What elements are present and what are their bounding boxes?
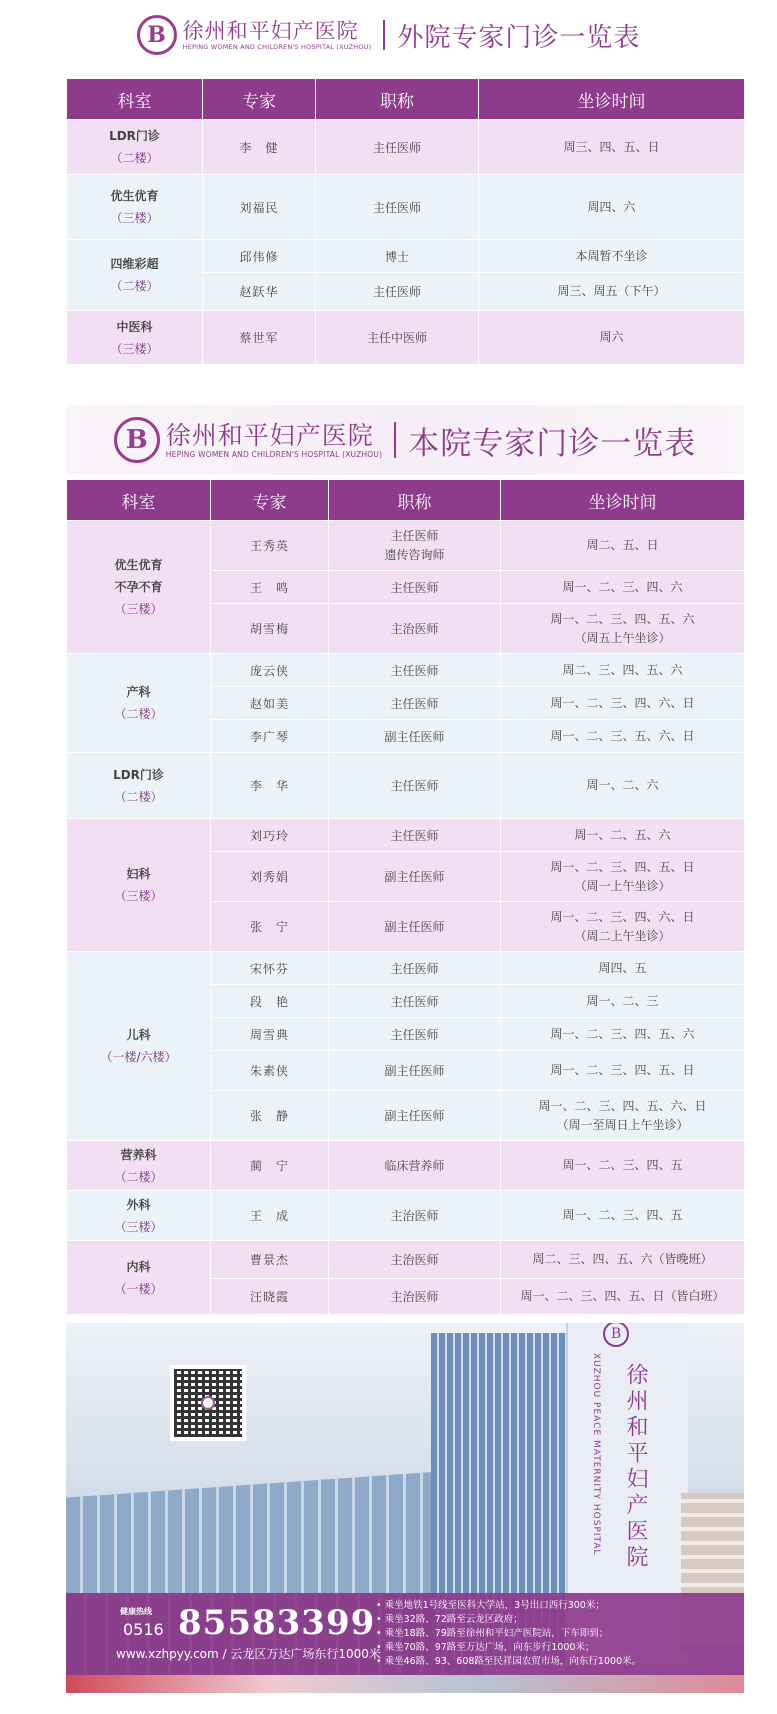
dept-floor: （一楼）: [114, 1281, 163, 1296]
hotline-label: 健康热线: [120, 1607, 152, 1616]
clinic-time: 周一、二、三、四、五、日（皆白班）: [501, 1279, 745, 1315]
doctor-name: 刘秀娟: [211, 852, 329, 902]
doctor-name: 刘福民: [203, 175, 316, 240]
clinic-time: 本周暂不坐诊: [479, 240, 745, 273]
dept-name: 优生优育: [114, 558, 163, 572]
clinic-time: 周一、二、三、四、五: [501, 1191, 745, 1241]
clinic-time: 周二、三、四、五、六: [501, 654, 745, 687]
doctor-name: 王 鸣: [211, 571, 329, 604]
doctor-title: 主任医师: [316, 175, 479, 240]
qr-code-pattern: [174, 1369, 242, 1437]
title-line-1: 主任医师: [390, 528, 439, 543]
dept-cell: [67, 311, 203, 365]
title-line-2: 遗传咨询师: [384, 547, 445, 562]
clinic-time: 周一、二、三: [501, 985, 745, 1018]
tower-logo-icon: B: [603, 1323, 629, 1347]
dept-name: 外科: [126, 1197, 151, 1212]
transit-routes: [376, 1599, 641, 1669]
time-line-1: 周一、二、三、四、五、日: [550, 859, 695, 874]
doctor-title: 副主任医师: [329, 902, 501, 952]
dept-cell: [67, 1141, 211, 1191]
clinic-time: 周一、二、三、四、五: [501, 1141, 745, 1191]
dept-floor: （三楼）: [114, 889, 163, 903]
doctor-title: 主治医师: [329, 1241, 501, 1279]
dept-name: 优生优育: [110, 189, 159, 203]
table-row: [67, 819, 745, 852]
col-header-time: 坐诊时间: [501, 480, 745, 521]
clinic-time: 周四、六: [479, 175, 745, 240]
title-divider: [383, 20, 385, 50]
doctor-title: 主任医师: [329, 687, 501, 720]
clinic-time: [501, 902, 745, 952]
doctor-name: 胡雪梅: [211, 604, 329, 654]
dept-cell: [67, 654, 211, 753]
table-row: [67, 521, 745, 571]
doctor-name: 庞云侠: [211, 654, 329, 687]
time-line-2: （周五上午坐诊）: [574, 630, 671, 645]
dept-cell: [67, 175, 203, 240]
qr-logo-icon: [201, 1396, 215, 1410]
time-line-1: 周一、二、三、四、六、日: [550, 909, 695, 924]
col-header-time: 坐诊时间: [479, 79, 745, 120]
col-header-doctor: 专家: [211, 480, 329, 521]
table-row: [67, 654, 745, 687]
hospital-photo-banner: [66, 1323, 744, 1693]
section1-title: 外院专家门诊一览表: [397, 22, 641, 53]
time-line-2: （周一至周日上午坐诊）: [556, 1117, 689, 1132]
col-header-doctor: 专家: [203, 79, 316, 120]
tower-sign: 徐州和平妇产医院: [623, 1363, 648, 1571]
brand-block: [166, 422, 382, 459]
doctor-name: 周雪典: [211, 1018, 329, 1051]
decor-strip: [66, 1675, 744, 1693]
dept-floor: （二楼）: [114, 707, 163, 721]
doctor-title: 副主任医师: [329, 1051, 501, 1091]
dept-name: 内科: [126, 1259, 151, 1274]
doctor-name: 蔺 宁: [211, 1141, 329, 1191]
clinic-time: 周一、二、三、四、五、日: [501, 1051, 745, 1091]
dept-cell: [67, 1241, 211, 1315]
doctor-title: 副主任医师: [329, 720, 501, 753]
doctor-title: 主任医师: [329, 1018, 501, 1051]
clinic-time: 周二、三、四、五、六（皆晚班）: [501, 1241, 745, 1279]
doctor-title: 主任医师: [329, 654, 501, 687]
doctor-title: 副主任医师: [329, 1091, 501, 1141]
doctor-title: 主治医师: [329, 604, 501, 654]
table-row: [67, 1141, 745, 1191]
doctor-name: 张 宁: [211, 902, 329, 952]
clinic-time: 周六: [479, 311, 745, 365]
dept-floor: （三楼）: [110, 341, 159, 356]
dept-name-2: 不孕不育: [114, 580, 163, 594]
external-expert-table: [66, 78, 745, 365]
table-row: [67, 753, 745, 819]
dept-name: LDR门诊: [109, 129, 160, 143]
table-row: [67, 1191, 745, 1241]
dept-floor: （三楼）: [110, 211, 159, 225]
doctor-title: 主治医师: [329, 1279, 501, 1315]
doctor-title: 主任医师: [316, 273, 479, 311]
table-row: [67, 311, 745, 365]
col-header-dept: 科室: [67, 79, 203, 120]
doctor-title: 主任医师: [329, 571, 501, 604]
doctor-title: 主任医师: [316, 120, 479, 175]
dept-cell: [67, 1191, 211, 1241]
time-line-1: 周一、二、三、四、五、六: [550, 611, 695, 626]
doctor-title: 主治医师: [329, 1191, 501, 1241]
doctor-name: 李 健: [203, 120, 316, 175]
doctor-name: 邱伟修: [203, 240, 316, 273]
dept-floor: （一楼/六楼）: [100, 1050, 177, 1064]
route-item: • 乘坐18路、79路至徐州和平妇产医院站，下车即到；: [376, 1627, 641, 1641]
table-header-row: [67, 79, 745, 120]
brand-name-cn: 徐州和平妇产医院: [182, 18, 359, 43]
dept-cell: [67, 753, 211, 819]
dept-name: 四维彩超: [110, 257, 159, 271]
doctor-title: 主任医师: [329, 819, 501, 852]
doctor-name: 刘巧玲: [211, 819, 329, 852]
dept-floor: （二楼）: [114, 1169, 163, 1184]
dept-floor: （三楼）: [114, 1219, 163, 1234]
doctor-title: 临床营养师: [329, 1141, 501, 1191]
dept-cell: [67, 952, 211, 1141]
clinic-time: 周二、五、日: [501, 521, 745, 571]
doctor-name: 赵如美: [211, 687, 329, 720]
dept-floor: （二楼）: [110, 279, 159, 293]
dept-name: 中医科: [116, 319, 153, 334]
doctor-name: 李 华: [211, 753, 329, 819]
dept-floor: （二楼）: [114, 789, 163, 804]
clinic-time: 周一、二、五、六: [501, 819, 745, 852]
doctor-title: [329, 521, 501, 571]
tower-sign-en: XUZHOU PEACE MATERNITY HOSPITAL: [591, 1353, 601, 1556]
brand-name-cn: 徐州和平妇产医院: [165, 420, 374, 450]
table-row: [67, 240, 745, 273]
doctor-name: 曹景杰: [211, 1241, 329, 1279]
clinic-time: 周一、二、六: [501, 753, 745, 819]
table-row: [67, 952, 745, 985]
clinic-time: 周一、二、三、四、六、日: [501, 687, 745, 720]
dept-cell: [67, 819, 211, 952]
doctor-title: 副主任医师: [329, 852, 501, 902]
col-header-title: 职称: [329, 480, 501, 521]
table-row: [67, 175, 745, 240]
doctor-title: 主任医师: [329, 753, 501, 819]
title-divider: [394, 422, 396, 458]
clinic-time: 周一、二、三、四、六: [501, 571, 745, 604]
section1-header: [0, 10, 777, 60]
table-row: [67, 1241, 745, 1279]
area-code: 0516: [123, 1620, 164, 1639]
clinic-time: [501, 852, 745, 902]
doctor-title: 博士: [316, 240, 479, 273]
doctor-title: 主任医师: [329, 985, 501, 1018]
doctor-name: 王 成: [211, 1191, 329, 1241]
in-house-expert-table: [66, 479, 745, 1315]
section2-title: 本院专家门诊一览表: [408, 425, 697, 462]
brand-name-en: HEPING WOMEN AND CHILDREN'S HOSPITAL (XUZHOU): [182, 42, 372, 51]
col-header-dept: 科室: [67, 480, 211, 521]
doctor-name: 朱素侠: [211, 1051, 329, 1091]
doctor-title: 主任中医师: [316, 311, 479, 365]
dept-floor: （二楼）: [110, 151, 159, 165]
website-address[interactable]: www.xzhpyy.com / 云龙区万达广场东行1000米: [116, 1647, 381, 1661]
doctor-name: 王秀英: [211, 521, 329, 571]
dept-cell: [67, 120, 203, 175]
hospital-logo-icon: B: [137, 15, 177, 55]
dept-cell: [67, 240, 203, 311]
route-item: • 乘坐32路、72路至云龙区政府；: [376, 1613, 641, 1627]
table-header-row: [67, 480, 745, 521]
time-line-2: （周一上午坐诊）: [574, 878, 671, 893]
dept-cell: [67, 521, 211, 654]
clinic-time: 周三、四、五、日: [479, 120, 745, 175]
clinic-time: 周一、二、三、五、六、日: [501, 720, 745, 753]
doctor-name: 宋怀芬: [211, 952, 329, 985]
hotline-number[interactable]: 85583399: [178, 1603, 376, 1643]
brand-block: [183, 19, 372, 52]
clinic-time: [501, 1091, 745, 1141]
doctor-name: 张 静: [211, 1091, 329, 1141]
contact-band: [66, 1593, 744, 1675]
route-item: • 乘坐地铁1号线至医科大学站，3号出口西行300米；: [376, 1599, 641, 1613]
section2-header: [66, 405, 744, 475]
brand-name-en: HEPING WOMEN AND CHILDREN'S HOSPITAL (XUZHOU): [165, 449, 383, 459]
col-header-title: 职称: [316, 79, 479, 120]
route-item: • 乘坐70路、97路至万达广场，向东步行1000米；: [376, 1641, 641, 1655]
clinic-time: 周三、周五（下午）: [479, 273, 745, 311]
dept-name: LDR门诊: [113, 767, 164, 782]
dept-name: 儿科: [126, 1028, 151, 1042]
route-item: • 乘坐46路、93、608路至民祥园农贸市场，向东行1000米。: [376, 1655, 641, 1669]
doctor-title: 主任医师: [329, 952, 501, 985]
dept-name: 妇科: [126, 867, 151, 881]
qr-code[interactable]: [170, 1365, 246, 1441]
time-line-1: 周一、二、三、四、五、六、日: [538, 1098, 707, 1113]
doctor-name: 赵跃华: [203, 273, 316, 311]
doctor-name: 段 艳: [211, 985, 329, 1018]
dept-name: 营养科: [120, 1147, 157, 1162]
clinic-time: 周四、五: [501, 952, 745, 985]
doctor-name: 汪晓霞: [211, 1279, 329, 1315]
dept-floor: （三楼）: [114, 602, 163, 616]
hospital-logo-icon: B: [114, 417, 160, 463]
table-row: [67, 120, 745, 175]
clinic-time: 周一、二、三、四、五、六: [501, 1018, 745, 1051]
time-line-2: （周二上午坐诊）: [574, 928, 671, 943]
dept-name: 产科: [126, 685, 151, 699]
clinic-time: [501, 604, 745, 654]
doctor-name: 蔡世军: [203, 311, 316, 365]
doctor-name: 李广琴: [211, 720, 329, 753]
